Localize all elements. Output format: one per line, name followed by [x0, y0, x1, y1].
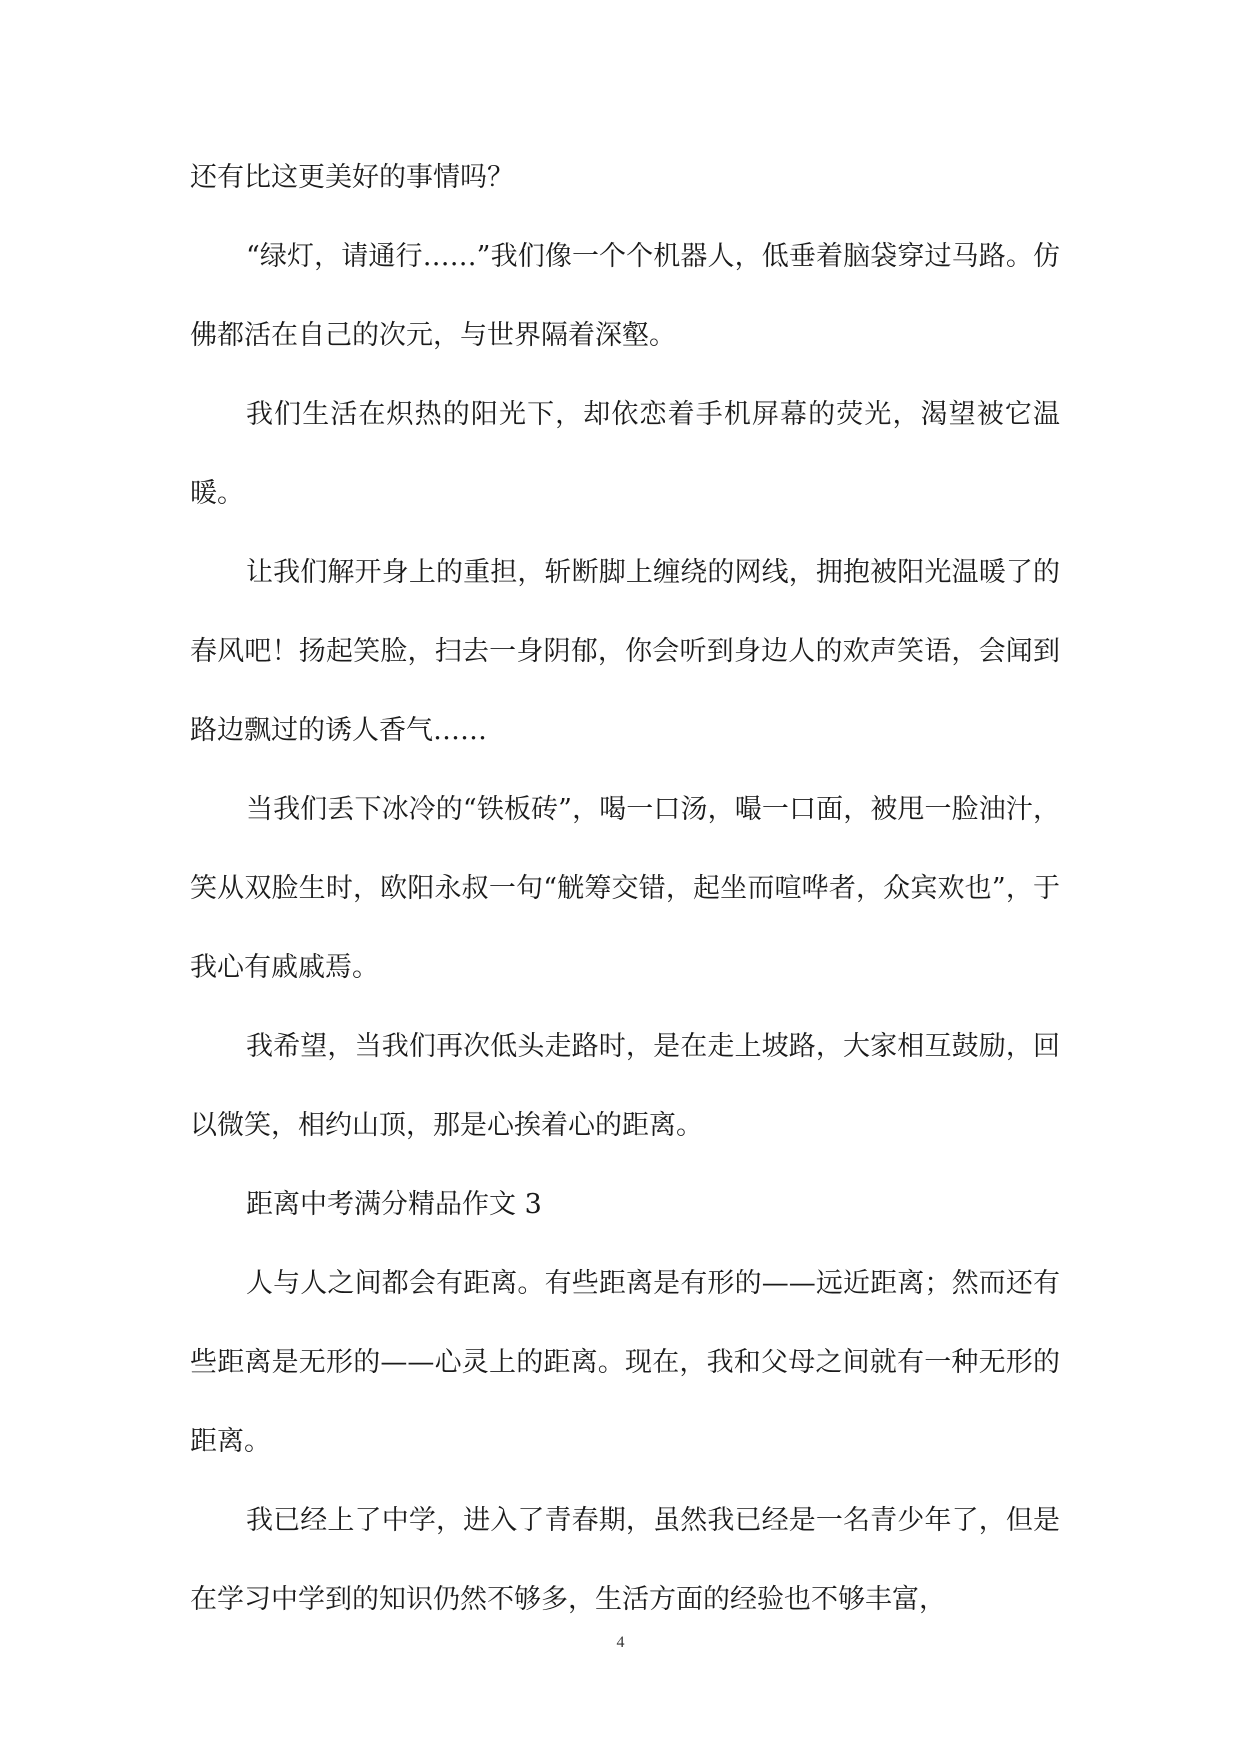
- paragraph: 我已经上了中学，进入了青春期，虽然我已经是一名青少年了，但是在学习中学到的知识仍然不够多，生活方面的经验也不够丰富，: [190, 1505, 1060, 1615]
- paragraph: “绿灯，请通行……”我们像一个个机器人，低垂着脑袋穿过马路。仿佛都活在自己的次元，与世界隔着深壑。: [190, 241, 1060, 351]
- paragraph: 我希望，当我们再次低头走路时，是在走上坡路，大家相互鼓励，回以微笑，相约山顶，那是心挨着心的距离。: [190, 1031, 1060, 1141]
- paragraph: 还有比这更美好的事情吗？: [190, 162, 514, 193]
- paragraph: 我们生活在炽热的阳光下，却依恋着手机屏幕的荧光，渴望被它温暖。: [190, 399, 1060, 509]
- section-heading: 距离中考满分精品作文 3: [246, 1189, 542, 1220]
- body-text: [190, 138, 1060, 1639]
- paragraph: 当我们丢下冰冷的“铁板砖”，喝一口汤，嘬一口面，被甩一脸油汁，笑从双脸生时，欧阳永叔一句“觥筹交错，起坐而喧哗者，众宾欢也”，于我心有戚戚焉。: [190, 794, 1060, 983]
- paragraph: 让我们解开身上的重担，斩断脚上缠绕的网线，拥抱被阳光温暖了的春风吧！扬起笑脸，扫去一身阴郁，你会听到身边人的欢声笑语，会闻到路边飘过的诱人香气……: [190, 557, 1060, 746]
- paragraph: 人与人之间都会有距离。有些距离是有形的——远近距离；然而还有些距离是无形的——心灵上的距离。现在，我和父母之间就有一种无形的距离。: [190, 1268, 1060, 1457]
- page-number: 4: [616, 1634, 625, 1651]
